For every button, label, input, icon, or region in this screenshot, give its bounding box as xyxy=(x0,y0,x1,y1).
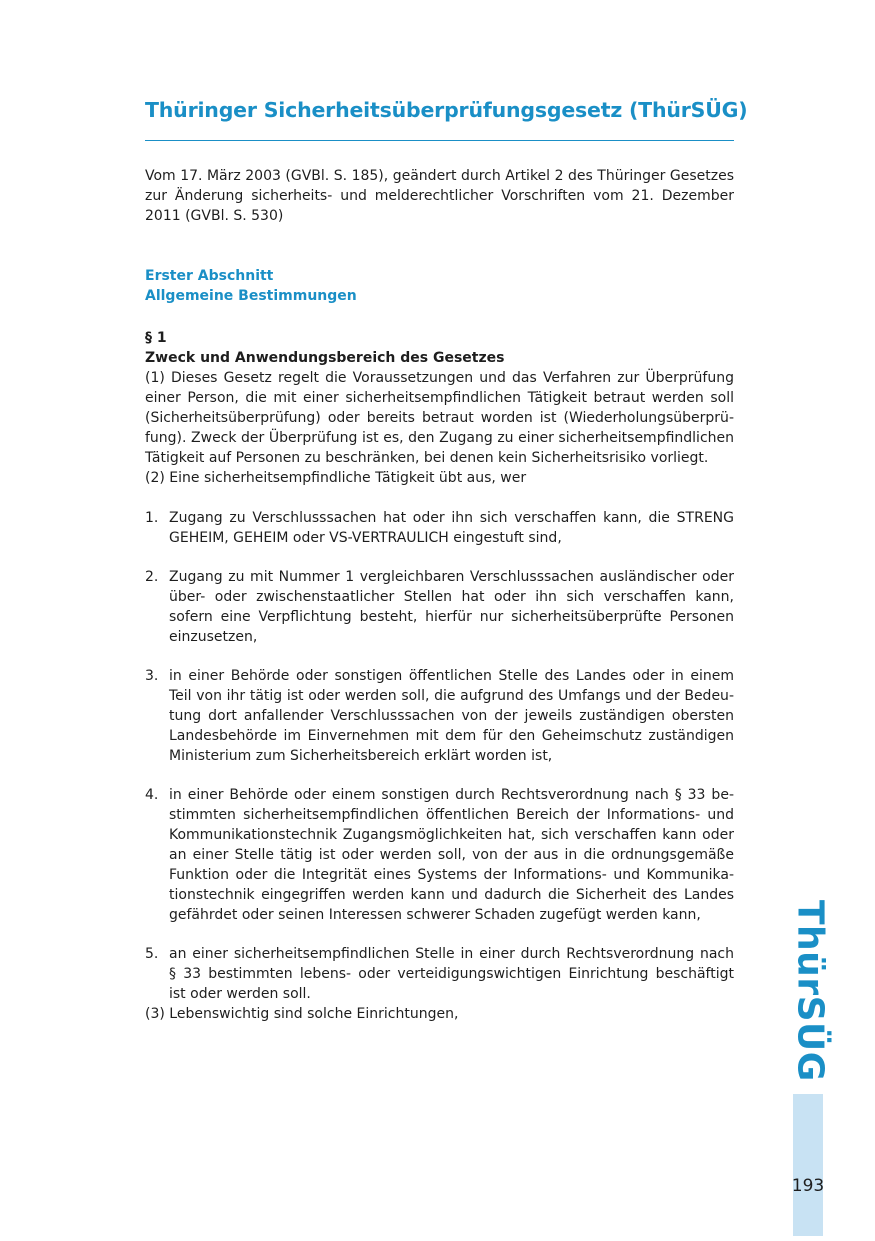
list-item xyxy=(145,944,734,1004)
subsection-2: (2) Eine sicherheitsempfindliche Tätigkeit übt aus, wer xyxy=(145,470,527,486)
page-number: 193 xyxy=(791,1176,825,1196)
list-item-text: in einer Behörde oder sonstigen öffentlichen Stelle des Landes oder in einem Teil von ihr tätig ist oder werden soll, die aufgrund des Umfangs und der Bedeutung dort anfallender Verschlusssachen von der jeweils zuständigen obersten Landesbehörde im Einvernehmen mit dem für den Geheimschutz zuständigen Ministerium zum Sicherheitsbereich erklärt worden ist, xyxy=(169,668,734,764)
paragraph-title: Zweck und Anwendungsbereich des Gesetzes xyxy=(145,350,505,366)
page-tab xyxy=(793,1094,823,1236)
subsection-1: (1) Dieses Gesetz regelt die Voraussetzungen und das Verfahren zur Überprüfung einer Person, die mit einer sicherheitsempfindlichen Tätigkeit betraut werden soll (Sicherheitsüberprüfung) oder bereits betraut worden ist (Wiederholungsüberprüfung). Zweck der Überprüfung ist es, den Zugang zu einer sicherheitsempfindlichen Tätigkeit auf Personen zu beschränken, bei denen kein Sicherheitsrisiko vorliegt. xyxy=(145,370,734,466)
section-heading xyxy=(145,266,734,306)
title-divider xyxy=(145,140,734,141)
intro-paragraph: Vom 17. März 2003 (GVBl. S. 185), geändert durch Artikel 2 des Thüringer Gesetzes zur Änderung sicherheits- und melderechtlicher Vorschriften vom 21. Dezember 2011 (GVBl. S. 530) xyxy=(145,168,734,224)
list-item xyxy=(145,508,734,548)
subsection-3: (3) Lebenswichtig sind solche Einrichtungen, xyxy=(145,1006,459,1022)
page-title: Thüringer Sicherheitsüberprüfungsgesetz (ThürSÜG) xyxy=(145,98,748,122)
list-item xyxy=(145,666,734,766)
section-title: Allgemeine Bestimmungen xyxy=(145,288,357,304)
list-item-number: 5. xyxy=(145,946,159,962)
list-item xyxy=(145,567,734,647)
paragraph-number: § 1 xyxy=(145,330,167,346)
list-item-text: Zugang zu Verschlusssachen hat oder ihn sich verschaffen kann, die STRENG GEHEIM, GEHEIM oder VS-VERTRAULICH eingestuft sind, xyxy=(169,510,734,546)
list-item-text: in einer Behörde oder einem sonstigen durch Rechtsverordnung nach § 33 bestimmten sicherheitsempfindlichen öffentlichen Bereich der Informations- und Kommunikationstechnik Zugangsmöglichkeiten hat, sich verschaffen kann oder an einer Stelle tätig ist oder werden soll, von der aus in die ordnungsgemäße Funktion oder die Integrität eines Systems der Informations- und Kommunikationstechnik eingegriffen werden kann und dadurch die Sicherheit des Landes gefährdet oder seinen Interessen schwerer Schaden zugefügt werden kann, xyxy=(169,787,734,923)
side-label: ThürSÜG xyxy=(789,900,831,1082)
list-item xyxy=(145,785,734,925)
paragraph-heading xyxy=(145,328,734,368)
section-label: Erster Abschnitt xyxy=(145,268,274,284)
list-item-number: 1. xyxy=(145,510,159,526)
list-item-text: an einer sicherheitsempfindlichen Stelle in einer durch Rechtsverordnung nach § 33 bestimmten lebens- oder verteidigungswichtigen Einrichtung beschäftigt ist oder werden soll. xyxy=(169,946,734,1002)
list-item-number: 2. xyxy=(145,569,159,585)
document-body xyxy=(145,166,734,1024)
list-item-number: 4. xyxy=(145,787,159,803)
list-item-number: 3. xyxy=(145,668,159,684)
numbered-list xyxy=(145,508,734,1004)
list-item-text: Zugang zu mit Nummer 1 vergleichbaren Verschlusssachen ausländischer oder über- oder zwischenstaatlicher Stellen hat oder ihn sich verschaffen kann, sofern eine Verpflichtung besteht, hierfür nur sicherheitsüberprüfte Personen einzusetzen, xyxy=(169,569,734,645)
